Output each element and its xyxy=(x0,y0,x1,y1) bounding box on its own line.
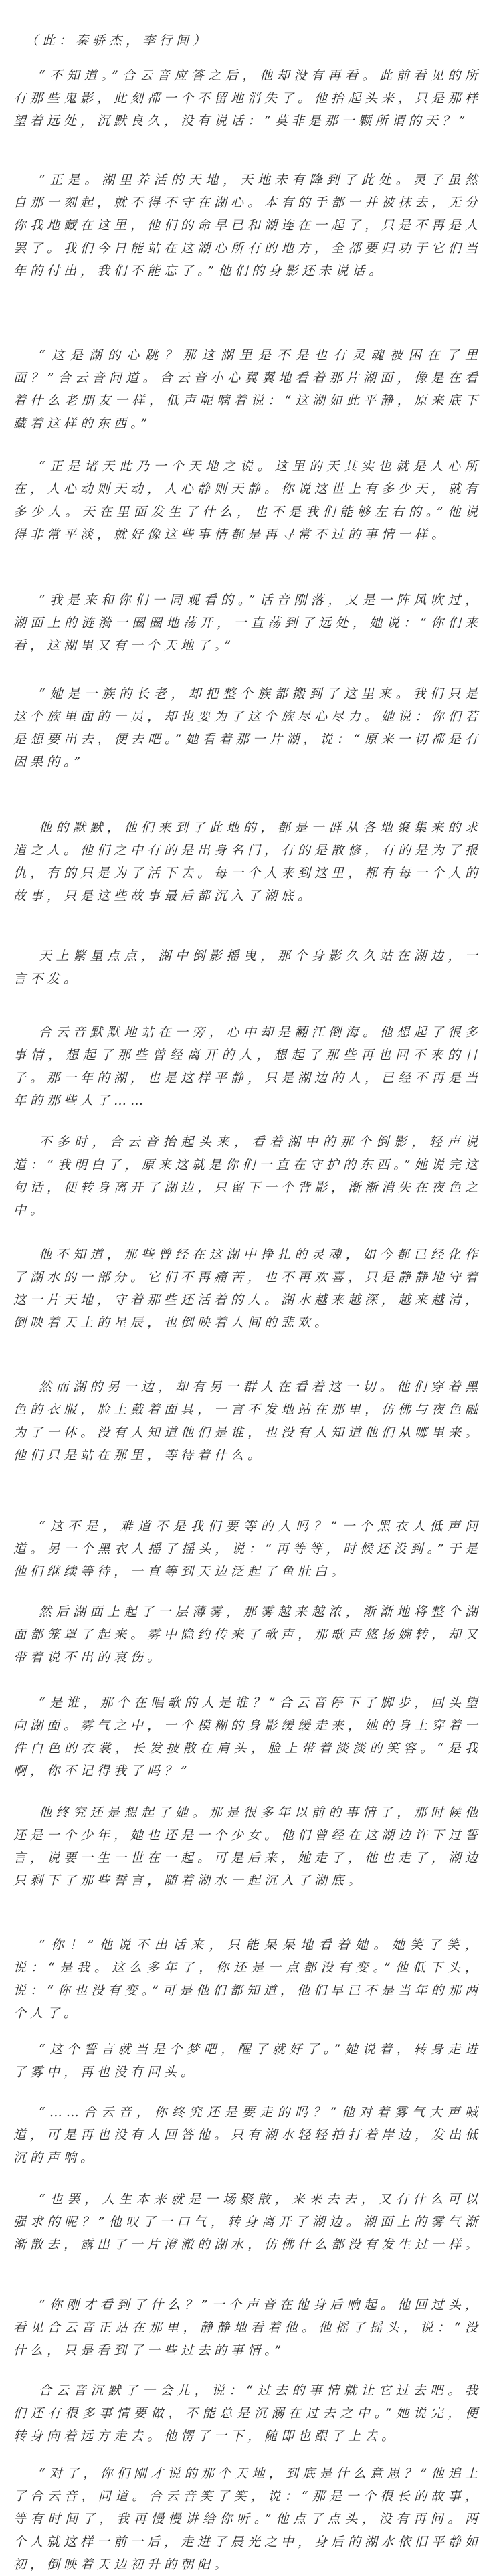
paragraph: 他的默默，他们来到了此地的，都是一群从各地聚集来的求道之人。他们之中有的是出身名门，有的是散修，有的是为了报仇，有的只是为了活下去。每一个人来到这里，都有每一个人的故事，只是这些故事最后都沉入了湖底。 xyxy=(13,820,482,903)
paragraph: 合云音默默地站在一旁，心中却是翻江倒海。他想起了很多事情，想起了那些曾经离开的人，想起了那些再也回不来的日子。那一年的湖，也是这样平静，只是湖边的人，已经不再是当年的那些人了…… xyxy=(13,1025,482,1108)
paragraph: 然后湖面上起了一层薄雾，那雾越来越浓，渐渐地将整个湖面都笼罩了起来。雾中隐约传来了歌声，那歌声悠扬婉转，却又带着说不出的哀伤。 xyxy=(13,1604,482,1665)
paragraph: 合云音沉默了一会儿，说：“过去的事情就让它过去吧。我们还有很多事情要做，不能总是沉溺在过去之中。”她说完，便转身向着远方走去。他愣了一下，随即也跟了上去。 xyxy=(13,2383,482,2444)
paragraph: “对了，你们刚才说的那个天地，到底是什么意思？”他追上了合云音，问道。合云音笑了笑，说：“那是一个很长的故事，等有时间了，我再慢慢讲给你听。”他点了点头，没有再问。两个人就这样一前一后，走进了晨光之中，身后的湖水依旧平静如初，倒映着天边初升的朝阳。 xyxy=(13,2466,482,2572)
paragraph: “正是诸天此乃一个天地之说。这里的天其实也就是人心所在，人心动则天动，人心静则天静。你说这世上有多少天，就有多少人。天在里面发生了什么，也不是我们能够左右的。”他说得非常平淡，就好像这些事情都是再寻常不过的事情一样。 xyxy=(13,459,482,542)
paragraph: “这不是，难道不是我们要等的人吗？”一个黑衣人低声问道。另一个黑衣人摇了摇头，说：“再等等，时候还没到。”于是他们继续等待，一直等到天边泛起了鱼肚白。 xyxy=(13,1519,482,1579)
paragraph: 他终究还是想起了她。那是很多年以前的事情了，那时候他还是一个少年，她也还是一个少女。他们曾经在这湖边许下过誓言，说要一生一世在一起。可是后来，她走了，他也走了，湖边只剩下了那些誓言，随着湖水一起沉入了湖底。 xyxy=(13,1805,482,1888)
paragraph: “你！”他说不出话来，只能呆呆地看着她。她笑了笑，说：“是我。这么多年了，你还是一点都没有变。”他低下头，说：“你也没有变。”可是他们都知道，他们早已不是当年的那两个人了。 xyxy=(13,1938,482,2021)
paragraph: “这是湖的心跳？那这湖里是不是也有灵魂被困在了里面？”合云音问道。合云音小心翼翼地看着那片湖面，像是在看着什么老朋友一样，低声呢喃着说：“这湖如此平静，原来底下藏着这样的东西。” xyxy=(13,348,482,431)
paragraph: “是谁，那个在唱歌的人是谁？”合云音停下了脚步，回头望向湖面。雾气之中，一个模糊的身影缓缓走来，她的身上穿着一件白色的衣裳，长发披散在肩头，脸上带着淡淡的笑容。“是我啊，你不记得我了吗？” xyxy=(13,1695,482,1778)
paragraph: “这个誓言就当是个梦吧，醒了就好了。”她说着，转身走进了雾中，再也没有回头。 xyxy=(13,2042,482,2080)
paragraph: 不多时，合云音抬起头来，看着湖中的那个倒影，轻声说道：“我明白了，原来这就是你们一直在守护的东西。”她说完这句话，便转身离开了湖边，只留下一个背影，渐渐消失在夜色之中。 xyxy=(13,1135,482,1218)
paragraph: 他不知道，那些曾经在这湖中挣扎的灵魂，如今都已经化作了湖水的一部分。它们不再痛苦，也不再欢喜，只是静静地守着这一片天地，守着那些还活着的人。湖水越来越深，越来越清，倒映着天上的星辰，也倒映着人间的悲欢。 xyxy=(13,1247,482,1330)
paragraph: “也罢，人生本来就是一场聚散，来来去去，又有什么可以强求的呢？”他叹了一口气，转身离开了湖边。湖面上的雾气渐渐散去，露出了一片澄澈的湖水，仿佛什么都没有发生过一样。 xyxy=(13,2192,482,2252)
paragraph: “你刚才看到了什么？”一个声音在他身后响起。他回过头，看见合云音正站在那里，静静地看着他。他摇了摇头，说：“没什么，只是看到了一些过去的事情。” xyxy=(13,2298,482,2358)
paragraph: “我是来和你们一同观看的。”话音刚落，又是一阵风吹过，湖面上的涟漪一圈圈地荡开，一直荡到了远处，她说：“你们来看，这湖里又有一个天地了。” xyxy=(13,593,482,653)
paragraph: 天上繁星点点，湖中倒影摇曳，那个身影久久站在湖边，一言不发。 xyxy=(13,949,482,986)
paragraph: “……合云音，你终究还是要走的吗？”他对着雾气大声喊道，可是再也没有人回答他。只有湖水轻轻拍打着岸边，发出低沉的声响。 xyxy=(13,2105,482,2165)
paragraph: 然而湖的另一边，却有另一群人在看着这一切。他们穿着黑色的衣服，脸上戴着面具，一言不发地站在那里，仿佛与夜色融为了一体。没有人知道他们是谁，也没有人知道他们从哪里来。他们只是站在那里，等待着什么。 xyxy=(13,1380,482,1463)
paragraph: “她是一族的长老，却把整个族都搬到了这里来。我们只是这个族里面的一员，却也要为了这个族尽心尽力。她说：你们若是想要出去，便去吧。”她看着那一片湖，说：“原来一切都是有因果的。” xyxy=(13,686,482,769)
paragraph: “正是。湖里养活的天地，天地未有降到了此处。灵子虽然自那一刻起，就不得不守在湖心。本有的手都一并被抹去，无分你我地藏在这里，他们的命早已和湖连在一起了，只是不再是人罢了。我们今日能站在这湖心所有的地方，全都要归功于它们当年的付出，我们不能忘了。”他们的身影还未说话。 xyxy=(13,173,482,278)
paragraph: “不知道。”合云音应答之后，他却没有再看。此前看见的所有那些鬼影，此刻都一个不留地消失了。他抬起头来，只是那样望着远处，沉默良久，没有说话：“莫非是那一颗所谓的天？” xyxy=(13,68,482,128)
document-header: （此：秦骄杰，李行间） xyxy=(25,33,210,48)
